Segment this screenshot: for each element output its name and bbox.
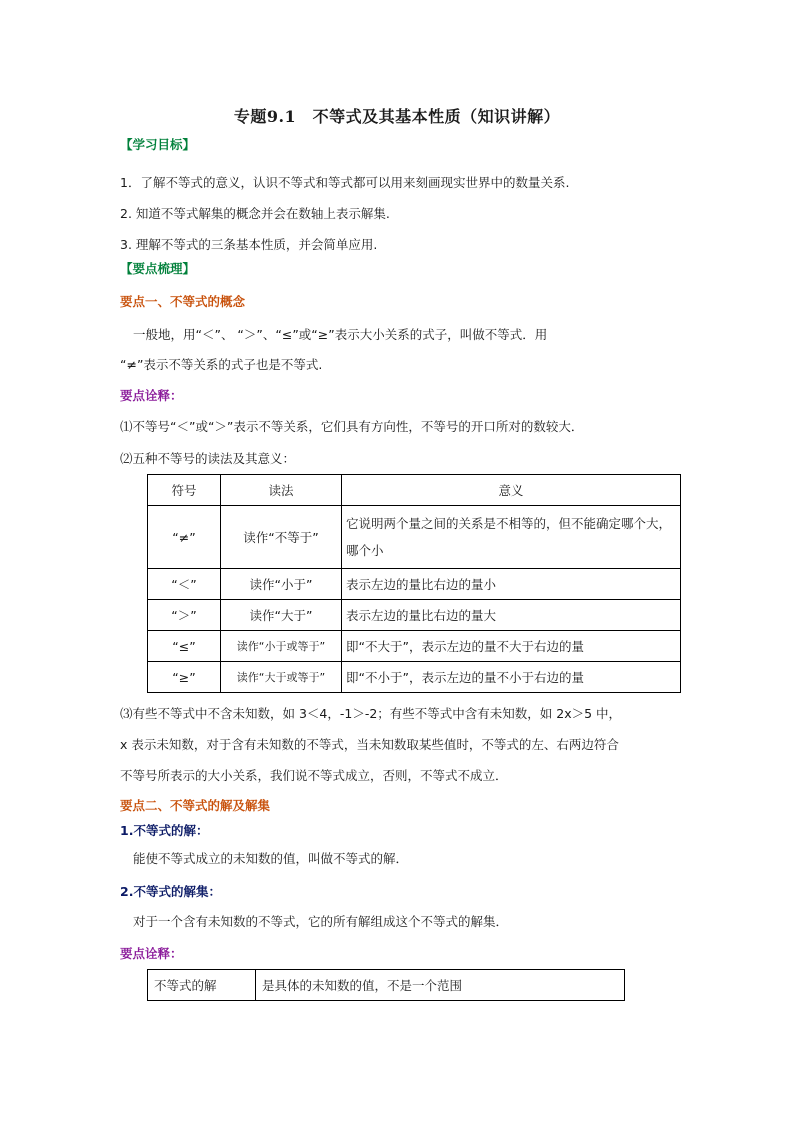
objective-item-3: 3. 理解不等式的三条基本性质，并会简单应用. [120, 237, 378, 252]
symbol-cell: “≠” [148, 506, 221, 569]
table-header-row [148, 475, 681, 506]
meaning-cell: 即“不小于”，表示左边的量不小于右边的量 [342, 662, 681, 693]
table-row [148, 506, 681, 569]
note-line-1: ⑴不等号“＜”或“＞”表示不等关系，它们具有方向性，不等号的开口所对的数较大． [120, 419, 584, 434]
table-row [148, 662, 681, 693]
note-line-3: ⑶有些不等式中不含未知数，如 3＜4，-1＞-2；有些不等式中含有未知数，如 2x＞5 中， [120, 706, 622, 721]
reading-cell: 读作“大于” [221, 600, 342, 631]
solution-table [147, 969, 625, 1001]
reading-cell: 读作“小于或等于” [221, 631, 342, 662]
paragraph-line: “≠”表示不等关系的式子也是不等式. [120, 357, 323, 372]
note-heading-1: 要点诠释： [120, 388, 183, 403]
reading-cell: 读作“大于或等于” [221, 662, 342, 693]
page-title: 专题9.1 不等式及其基本性质（知识讲解） [233, 107, 561, 126]
meaning-cell: 表示左边的量比右边的量大 [342, 600, 681, 631]
table-cell-value: 是具体的未知数的值，不是一个范围 [256, 970, 625, 1001]
note-line-3: 不等号所表示的大小关系，我们说不等式成立，否则，不等式不成立． [120, 768, 508, 783]
subheading-solution: 1.不等式的解： [120, 823, 209, 838]
paragraph-line: 能使不等式成立的未知数的值，叫做不等式的解． [133, 851, 409, 866]
reading-cell: 读作“不等于” [221, 506, 342, 569]
symbol-cell: “＜” [148, 569, 221, 600]
note-heading-2: 要点诠释： [120, 946, 183, 961]
note-line-3: x 表示未知数，对于含有未知数的不等式，当未知数取某些值时，不等式的左、右两边符合 [120, 737, 619, 752]
table-header-cell: 读法 [221, 475, 342, 506]
inequality-symbols-table [147, 474, 681, 693]
section-heading-1: 要点一、不等式的概念 [120, 294, 246, 309]
keypoints-heading: 【要点梳理】 [120, 261, 196, 276]
meaning-cell: 即“不大于”，表示左边的量不大于右边的量 [342, 631, 681, 662]
symbol-cell: “＞” [148, 600, 221, 631]
section-heading-2: 要点二、不等式的解及解集 [120, 798, 271, 813]
subheading-solution-set: 2.不等式的解集： [120, 884, 221, 899]
table-row [148, 600, 681, 631]
objective-item-1: 1．了解不等式的意义，认识不等式和等式都可以用来刻画现实世界中的数量关系. [120, 175, 570, 190]
paragraph-line: 对于一个含有未知数的不等式，它的所有解组成这个不等式的解集． [133, 914, 509, 929]
note-line-2: ⑵五种不等号的读法及其意义： [120, 451, 296, 466]
reading-cell: 读作“小于” [221, 569, 342, 600]
table-header-cell: 意义 [342, 475, 681, 506]
table-row [148, 631, 681, 662]
table-cell-label: 不等式的解 [148, 970, 256, 1001]
objectives-heading: 【学习目标】 [120, 137, 196, 152]
meaning-cell: 表示左边的量比右边的量小 [342, 569, 681, 600]
table-header-cell: 符号 [148, 475, 221, 506]
table-row [148, 970, 625, 1001]
symbol-cell: “≤” [148, 631, 221, 662]
table-row [148, 569, 681, 600]
symbol-cell: “≥” [148, 662, 221, 693]
paragraph-line: 一般地，用“＜”、 “＞”、“≤”或“≥”表示大小关系的式子，叫做不等式．用 [133, 327, 548, 342]
meaning-cell: 它说明两个量之间的关系是不相等的，但不能确定哪个大，哪个小 [342, 506, 681, 569]
objective-item-2: 2. 知道不等式解集的概念并会在数轴上表示解集. [120, 206, 390, 221]
